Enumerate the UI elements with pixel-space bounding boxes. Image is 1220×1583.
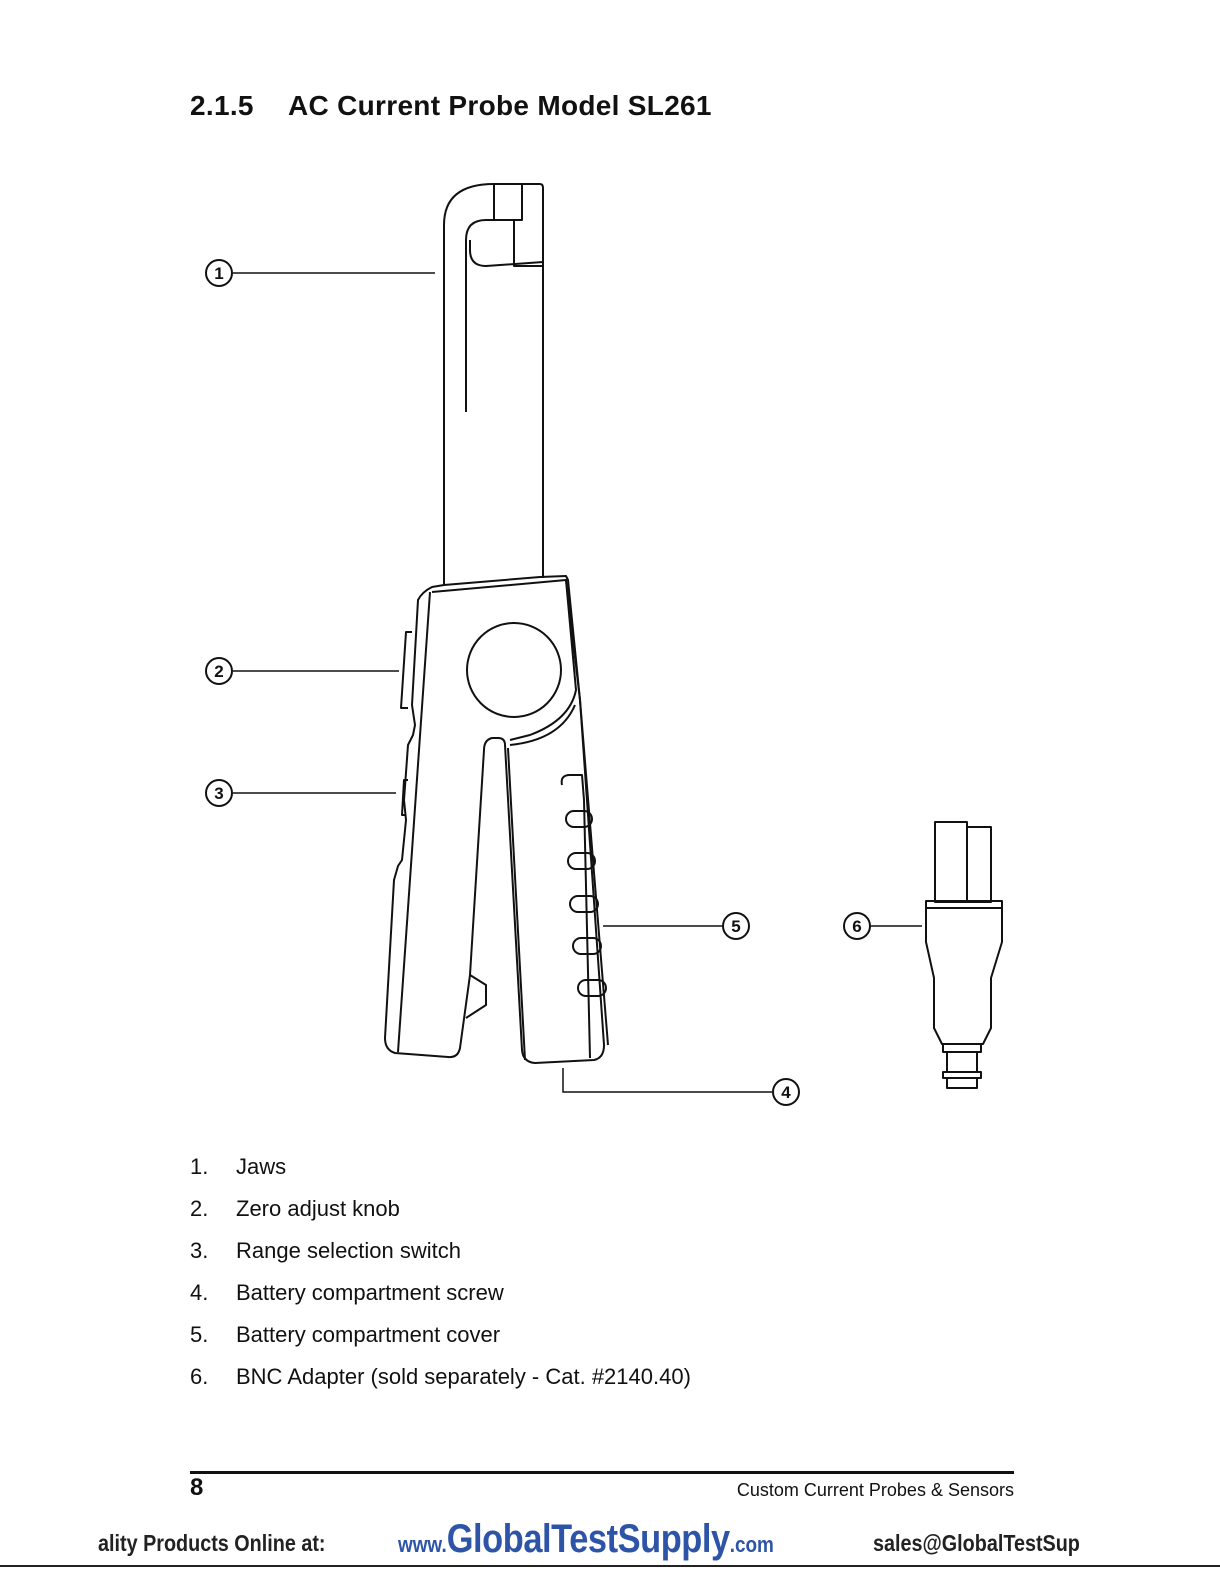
running-head: Custom Current Probes & Sensors [736, 1480, 1014, 1500]
legend-item: 5. Battery compartment cover [190, 1322, 501, 1347]
callout-2: 2 [214, 662, 224, 681]
bottom-rule [0, 1565, 1220, 1567]
footer-rule [190, 1471, 1014, 1474]
banner-email-link[interactable]: sales@GlobalTestSup [873, 1530, 1080, 1556]
battery-rib-5 [578, 980, 606, 996]
url-main: GlobalTestSupply [446, 1517, 730, 1561]
promo-banner [0, 1515, 1220, 1567]
legend-item: 4. Battery compartment screw [190, 1280, 504, 1305]
section-number: 2.1.5 [190, 90, 254, 121]
legend-item: 1. Jaws [190, 1154, 287, 1179]
callout-6: 6 [852, 917, 862, 936]
jaw-gap [514, 220, 543, 266]
callout-4: 4 [781, 1083, 791, 1102]
probe-body [385, 576, 604, 1063]
legend-item: 2. Zero adjust knob [190, 1196, 400, 1221]
callout-1: 1 [214, 264, 224, 283]
section-title: AC Current Probe Model SL261 [288, 90, 712, 121]
zero-adjust-knob [467, 623, 561, 717]
legend-item: 6. BNC Adapter (sold separately - Cat. #2140.40) [190, 1364, 691, 1389]
bnc-adapter [926, 822, 1002, 1088]
callout-3: 3 [214, 784, 224, 803]
callout-5: 5 [731, 917, 741, 936]
url-prefix: www. [398, 1532, 447, 1557]
legend-item: 3. Range selection switch [190, 1238, 462, 1263]
page-number: 8 [190, 1474, 204, 1501]
parts-legend [190, 1150, 691, 1402]
jaw-inner-outline [466, 184, 494, 412]
banner-url-link[interactable] [398, 1517, 835, 1562]
knob-side-tab [401, 632, 412, 708]
banner-tagline: ality Products Online at: [98, 1530, 326, 1556]
leader-line-4 [563, 1068, 772, 1092]
jaw-shape [444, 184, 543, 585]
url-suffix: .com [729, 1532, 774, 1557]
